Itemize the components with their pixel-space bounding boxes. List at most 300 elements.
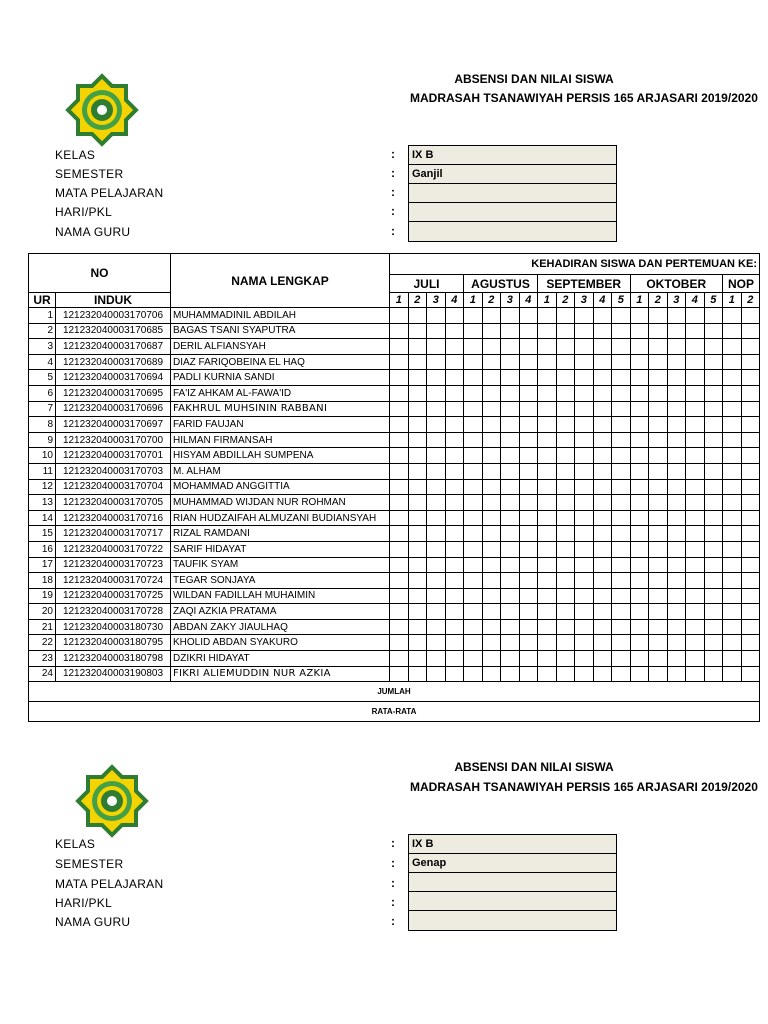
attendance-cell[interactable]: [649, 619, 668, 635]
attendance-cell[interactable]: [464, 526, 483, 542]
attendance-cell[interactable]: [667, 510, 686, 526]
attendance-cell[interactable]: [575, 619, 594, 635]
attendance-cell[interactable]: [612, 619, 631, 635]
attendance-cell[interactable]: [686, 401, 705, 417]
attendance-cell[interactable]: [575, 635, 594, 651]
attendance-cell[interactable]: [482, 526, 501, 542]
attendance-cell[interactable]: [464, 448, 483, 464]
attendance-cell[interactable]: [741, 339, 760, 355]
attendance-cell[interactable]: [519, 619, 538, 635]
attendance-cell[interactable]: [686, 573, 705, 589]
attendance-cell[interactable]: [482, 448, 501, 464]
attendance-cell[interactable]: [427, 495, 446, 511]
attendance-cell[interactable]: [556, 557, 575, 573]
attendance-cell[interactable]: [593, 463, 612, 479]
attendance-cell[interactable]: [538, 479, 557, 495]
attendance-cell[interactable]: [575, 323, 594, 339]
attendance-cell[interactable]: [686, 526, 705, 542]
attendance-cell[interactable]: [445, 526, 464, 542]
attendance-cell[interactable]: [464, 370, 483, 386]
attendance-cell[interactable]: [464, 573, 483, 589]
attendance-cell[interactable]: [408, 417, 427, 433]
attendance-cell[interactable]: [482, 417, 501, 433]
attendance-cell[interactable]: [482, 573, 501, 589]
attendance-cell[interactable]: [408, 557, 427, 573]
attendance-cell[interactable]: [723, 339, 742, 355]
attendance-cell[interactable]: [464, 651, 483, 667]
attendance-cell[interactable]: [575, 432, 594, 448]
attendance-cell[interactable]: [556, 417, 575, 433]
attendance-cell[interactable]: [408, 354, 427, 370]
attendance-cell[interactable]: [723, 666, 742, 682]
attendance-cell[interactable]: [723, 463, 742, 479]
attendance-cell[interactable]: [612, 526, 631, 542]
attendance-cell[interactable]: [686, 557, 705, 573]
attendance-cell[interactable]: [593, 308, 612, 324]
attendance-cell[interactable]: [538, 604, 557, 620]
attendance-cell[interactable]: [408, 573, 427, 589]
attendance-cell[interactable]: [538, 541, 557, 557]
attendance-cell[interactable]: [630, 526, 649, 542]
attendance-cell[interactable]: [704, 479, 723, 495]
attendance-cell[interactable]: [482, 308, 501, 324]
attendance-cell[interactable]: [390, 526, 409, 542]
attendance-cell[interactable]: [538, 573, 557, 589]
attendance-cell[interactable]: [445, 604, 464, 620]
attendance-cell[interactable]: [390, 573, 409, 589]
attendance-cell[interactable]: [408, 432, 427, 448]
attendance-cell[interactable]: [408, 666, 427, 682]
attendance-cell[interactable]: [575, 448, 594, 464]
attendance-cell[interactable]: [575, 370, 594, 386]
attendance-cell[interactable]: [630, 557, 649, 573]
attendance-cell[interactable]: [445, 417, 464, 433]
attendance-cell[interactable]: [593, 541, 612, 557]
attendance-cell[interactable]: [704, 385, 723, 401]
attendance-cell[interactable]: [667, 573, 686, 589]
attendance-cell[interactable]: [556, 495, 575, 511]
attendance-cell[interactable]: [704, 588, 723, 604]
attendance-cell[interactable]: [667, 651, 686, 667]
attendance-cell[interactable]: [482, 385, 501, 401]
attendance-cell[interactable]: [464, 510, 483, 526]
attendance-cell[interactable]: [649, 401, 668, 417]
attendance-cell[interactable]: [575, 463, 594, 479]
attendance-cell[interactable]: [538, 557, 557, 573]
attendance-cell[interactable]: [593, 619, 612, 635]
attendance-cell[interactable]: [630, 479, 649, 495]
attendance-cell[interactable]: [501, 370, 520, 386]
attendance-cell[interactable]: [704, 354, 723, 370]
attendance-cell[interactable]: [390, 448, 409, 464]
attendance-cell[interactable]: [427, 573, 446, 589]
attendance-cell[interactable]: [501, 339, 520, 355]
attendance-cell[interactable]: [501, 651, 520, 667]
attendance-cell[interactable]: [519, 588, 538, 604]
attendance-cell[interactable]: [575, 541, 594, 557]
attendance-cell[interactable]: [390, 432, 409, 448]
attendance-cell[interactable]: [575, 479, 594, 495]
attendance-cell[interactable]: [408, 370, 427, 386]
attendance-cell[interactable]: [575, 526, 594, 542]
attendance-cell[interactable]: [593, 604, 612, 620]
attendance-cell[interactable]: [612, 635, 631, 651]
attendance-cell[interactable]: [556, 666, 575, 682]
attendance-cell[interactable]: [501, 666, 520, 682]
attendance-cell[interactable]: [575, 651, 594, 667]
attendance-cell[interactable]: [556, 619, 575, 635]
attendance-cell[interactable]: [427, 401, 446, 417]
attendance-cell[interactable]: [501, 401, 520, 417]
attendance-cell[interactable]: [427, 370, 446, 386]
attendance-cell[interactable]: [649, 385, 668, 401]
attendance-cell[interactable]: [741, 666, 760, 682]
attendance-cell[interactable]: [390, 323, 409, 339]
attendance-cell[interactable]: [704, 619, 723, 635]
attendance-cell[interactable]: [649, 541, 668, 557]
attendance-cell[interactable]: [686, 417, 705, 433]
attendance-cell[interactable]: [667, 417, 686, 433]
attendance-cell[interactable]: [556, 541, 575, 557]
attendance-cell[interactable]: [704, 651, 723, 667]
attendance-cell[interactable]: [408, 463, 427, 479]
attendance-cell[interactable]: [445, 635, 464, 651]
attendance-cell[interactable]: [649, 526, 668, 542]
attendance-cell[interactable]: [408, 510, 427, 526]
attendance-cell[interactable]: [612, 417, 631, 433]
attendance-cell[interactable]: [519, 370, 538, 386]
attendance-cell[interactable]: [482, 510, 501, 526]
attendance-cell[interactable]: [741, 323, 760, 339]
attendance-cell[interactable]: [390, 463, 409, 479]
attendance-cell[interactable]: [649, 635, 668, 651]
attendance-cell[interactable]: [686, 479, 705, 495]
attendance-cell[interactable]: [630, 370, 649, 386]
attendance-cell[interactable]: [408, 385, 427, 401]
attendance-cell[interactable]: [482, 401, 501, 417]
field-nama-guru[interactable]: [409, 222, 616, 241]
attendance-cell[interactable]: [464, 401, 483, 417]
attendance-cell[interactable]: [649, 557, 668, 573]
attendance-cell[interactable]: [519, 339, 538, 355]
attendance-cell[interactable]: [723, 323, 742, 339]
attendance-cell[interactable]: [427, 479, 446, 495]
attendance-cell[interactable]: [408, 604, 427, 620]
attendance-cell[interactable]: [538, 385, 557, 401]
attendance-cell[interactable]: [519, 557, 538, 573]
attendance-cell[interactable]: [704, 370, 723, 386]
attendance-cell[interactable]: [427, 557, 446, 573]
attendance-cell[interactable]: [612, 666, 631, 682]
attendance-cell[interactable]: [427, 339, 446, 355]
attendance-cell[interactable]: [501, 463, 520, 479]
attendance-cell[interactable]: [704, 635, 723, 651]
attendance-cell[interactable]: [723, 370, 742, 386]
attendance-cell[interactable]: [556, 385, 575, 401]
attendance-cell[interactable]: [482, 651, 501, 667]
attendance-cell[interactable]: [408, 541, 427, 557]
attendance-cell[interactable]: [686, 448, 705, 464]
attendance-cell[interactable]: [704, 573, 723, 589]
attendance-cell[interactable]: [649, 323, 668, 339]
attendance-cell[interactable]: [630, 573, 649, 589]
attendance-cell[interactable]: [630, 510, 649, 526]
attendance-cell[interactable]: [667, 385, 686, 401]
attendance-cell[interactable]: [667, 635, 686, 651]
attendance-cell[interactable]: [686, 588, 705, 604]
attendance-cell[interactable]: [408, 479, 427, 495]
attendance-cell[interactable]: [538, 619, 557, 635]
attendance-cell[interactable]: [464, 495, 483, 511]
attendance-cell[interactable]: [445, 448, 464, 464]
attendance-cell[interactable]: [556, 339, 575, 355]
attendance-cell[interactable]: [445, 339, 464, 355]
attendance-cell[interactable]: [667, 495, 686, 511]
attendance-cell[interactable]: [630, 541, 649, 557]
attendance-cell[interactable]: [667, 354, 686, 370]
attendance-cell[interactable]: [501, 448, 520, 464]
attendance-cell[interactable]: [704, 557, 723, 573]
attendance-cell[interactable]: [445, 651, 464, 667]
attendance-cell[interactable]: [427, 526, 446, 542]
attendance-cell[interactable]: [408, 308, 427, 324]
attendance-cell[interactable]: [612, 323, 631, 339]
attendance-cell[interactable]: [686, 385, 705, 401]
attendance-cell[interactable]: [538, 448, 557, 464]
attendance-cell[interactable]: [390, 635, 409, 651]
attendance-cell[interactable]: [593, 510, 612, 526]
attendance-cell[interactable]: [556, 604, 575, 620]
attendance-cell[interactable]: [686, 463, 705, 479]
attendance-cell[interactable]: [593, 526, 612, 542]
attendance-cell[interactable]: [538, 495, 557, 511]
attendance-cell[interactable]: [630, 463, 649, 479]
attendance-cell[interactable]: [593, 385, 612, 401]
attendance-cell[interactable]: [612, 510, 631, 526]
attendance-cell[interactable]: [482, 635, 501, 651]
attendance-cell[interactable]: [464, 619, 483, 635]
attendance-cell[interactable]: [741, 401, 760, 417]
attendance-cell[interactable]: [390, 354, 409, 370]
attendance-cell[interactable]: [556, 323, 575, 339]
attendance-cell[interactable]: [649, 495, 668, 511]
attendance-cell[interactable]: [519, 417, 538, 433]
attendance-cell[interactable]: [686, 635, 705, 651]
attendance-cell[interactable]: [427, 651, 446, 667]
attendance-cell[interactable]: [519, 495, 538, 511]
attendance-cell[interactable]: [723, 526, 742, 542]
attendance-cell[interactable]: [667, 339, 686, 355]
attendance-cell[interactable]: [390, 604, 409, 620]
attendance-cell[interactable]: [408, 635, 427, 651]
attendance-cell[interactable]: [667, 479, 686, 495]
attendance-cell[interactable]: [593, 495, 612, 511]
attendance-cell[interactable]: [612, 541, 631, 557]
attendance-cell[interactable]: [741, 495, 760, 511]
attendance-cell[interactable]: [501, 510, 520, 526]
attendance-cell[interactable]: [686, 339, 705, 355]
attendance-cell[interactable]: [390, 510, 409, 526]
attendance-cell[interactable]: [519, 604, 538, 620]
attendance-cell[interactable]: [464, 323, 483, 339]
attendance-cell[interactable]: [630, 417, 649, 433]
attendance-cell[interactable]: [575, 495, 594, 511]
attendance-cell[interactable]: [741, 541, 760, 557]
attendance-cell[interactable]: [649, 588, 668, 604]
attendance-cell[interactable]: [556, 463, 575, 479]
attendance-cell[interactable]: [723, 541, 742, 557]
attendance-cell[interactable]: [723, 557, 742, 573]
attendance-cell[interactable]: [556, 370, 575, 386]
attendance-cell[interactable]: [612, 588, 631, 604]
attendance-cell[interactable]: [464, 635, 483, 651]
attendance-cell[interactable]: [538, 354, 557, 370]
attendance-cell[interactable]: [445, 385, 464, 401]
attendance-cell[interactable]: [538, 526, 557, 542]
attendance-cell[interactable]: [538, 510, 557, 526]
attendance-cell[interactable]: [427, 510, 446, 526]
attendance-cell[interactable]: [741, 385, 760, 401]
attendance-cell[interactable]: [427, 604, 446, 620]
attendance-cell[interactable]: [390, 666, 409, 682]
attendance-cell[interactable]: [630, 385, 649, 401]
attendance-cell[interactable]: [390, 370, 409, 386]
attendance-cell[interactable]: [686, 432, 705, 448]
attendance-cell[interactable]: [723, 573, 742, 589]
attendance-cell[interactable]: [427, 541, 446, 557]
attendance-cell[interactable]: [723, 588, 742, 604]
attendance-cell[interactable]: [538, 417, 557, 433]
attendance-cell[interactable]: [482, 339, 501, 355]
attendance-cell[interactable]: [390, 557, 409, 573]
attendance-cell[interactable]: [519, 323, 538, 339]
attendance-cell[interactable]: [593, 432, 612, 448]
attendance-cell[interactable]: [538, 323, 557, 339]
attendance-cell[interactable]: [612, 557, 631, 573]
attendance-cell[interactable]: [686, 510, 705, 526]
attendance-cell[interactable]: [704, 432, 723, 448]
attendance-cell[interactable]: [741, 510, 760, 526]
attendance-cell[interactable]: [575, 354, 594, 370]
attendance-cell[interactable]: [445, 573, 464, 589]
attendance-cell[interactable]: [408, 619, 427, 635]
attendance-cell[interactable]: [630, 651, 649, 667]
attendance-cell[interactable]: [575, 666, 594, 682]
attendance-cell[interactable]: [667, 666, 686, 682]
attendance-cell[interactable]: [649, 651, 668, 667]
attendance-cell[interactable]: [667, 604, 686, 620]
attendance-cell[interactable]: [686, 323, 705, 339]
attendance-cell[interactable]: [538, 370, 557, 386]
attendance-cell[interactable]: [741, 463, 760, 479]
attendance-cell[interactable]: [704, 339, 723, 355]
attendance-cell[interactable]: [575, 385, 594, 401]
attendance-cell[interactable]: [390, 339, 409, 355]
attendance-cell[interactable]: [538, 635, 557, 651]
attendance-cell[interactable]: [612, 479, 631, 495]
attendance-cell[interactable]: [630, 432, 649, 448]
attendance-cell[interactable]: [556, 510, 575, 526]
attendance-cell[interactable]: [575, 573, 594, 589]
attendance-cell[interactable]: [408, 495, 427, 511]
attendance-cell[interactable]: [723, 635, 742, 651]
attendance-cell[interactable]: [464, 308, 483, 324]
attendance-cell[interactable]: [723, 308, 742, 324]
attendance-cell[interactable]: [612, 495, 631, 511]
attendance-cell[interactable]: [723, 619, 742, 635]
attendance-cell[interactable]: [390, 541, 409, 557]
attendance-cell[interactable]: [445, 432, 464, 448]
attendance-cell[interactable]: [649, 479, 668, 495]
attendance-cell[interactable]: [575, 510, 594, 526]
attendance-cell[interactable]: [630, 588, 649, 604]
attendance-cell[interactable]: [741, 448, 760, 464]
attendance-cell[interactable]: [390, 651, 409, 667]
attendance-cell[interactable]: [704, 526, 723, 542]
attendance-cell[interactable]: [464, 385, 483, 401]
attendance-cell[interactable]: [519, 308, 538, 324]
attendance-cell[interactable]: [445, 401, 464, 417]
attendance-cell[interactable]: [464, 604, 483, 620]
attendance-cell[interactable]: [501, 495, 520, 511]
attendance-cell[interactable]: [704, 401, 723, 417]
attendance-cell[interactable]: [649, 370, 668, 386]
attendance-cell[interactable]: [427, 635, 446, 651]
attendance-cell[interactable]: [482, 432, 501, 448]
field-hari-pkl[interactable]: [409, 203, 616, 222]
attendance-cell[interactable]: [704, 604, 723, 620]
attendance-cell[interactable]: [630, 448, 649, 464]
attendance-cell[interactable]: [427, 619, 446, 635]
attendance-cell[interactable]: [704, 495, 723, 511]
attendance-cell[interactable]: [519, 448, 538, 464]
attendance-cell[interactable]: [649, 510, 668, 526]
attendance-cell[interactable]: [556, 479, 575, 495]
attendance-cell[interactable]: [649, 573, 668, 589]
attendance-cell[interactable]: [519, 401, 538, 417]
attendance-cell[interactable]: [538, 651, 557, 667]
attendance-cell[interactable]: [390, 619, 409, 635]
attendance-cell[interactable]: [741, 526, 760, 542]
attendance-cell[interactable]: [686, 495, 705, 511]
attendance-cell[interactable]: [464, 666, 483, 682]
attendance-cell[interactable]: [427, 666, 446, 682]
attendance-cell[interactable]: [741, 370, 760, 386]
attendance-cell[interactable]: [704, 308, 723, 324]
attendance-cell[interactable]: [501, 526, 520, 542]
attendance-cell[interactable]: [593, 339, 612, 355]
attendance-cell[interactable]: [667, 308, 686, 324]
attendance-cell[interactable]: [464, 339, 483, 355]
attendance-cell[interactable]: [408, 526, 427, 542]
attendance-cell[interactable]: [482, 323, 501, 339]
attendance-cell[interactable]: [612, 354, 631, 370]
attendance-cell[interactable]: [501, 588, 520, 604]
attendance-cell[interactable]: [538, 588, 557, 604]
attendance-cell[interactable]: [501, 619, 520, 635]
attendance-cell[interactable]: [649, 604, 668, 620]
attendance-cell[interactable]: [741, 354, 760, 370]
attendance-cell[interactable]: [501, 604, 520, 620]
attendance-cell[interactable]: [593, 370, 612, 386]
attendance-cell[interactable]: [593, 666, 612, 682]
attendance-cell[interactable]: [445, 370, 464, 386]
attendance-cell[interactable]: [390, 479, 409, 495]
attendance-cell[interactable]: [501, 385, 520, 401]
attendance-cell[interactable]: [686, 541, 705, 557]
attendance-cell[interactable]: [408, 588, 427, 604]
attendance-cell[interactable]: [741, 479, 760, 495]
